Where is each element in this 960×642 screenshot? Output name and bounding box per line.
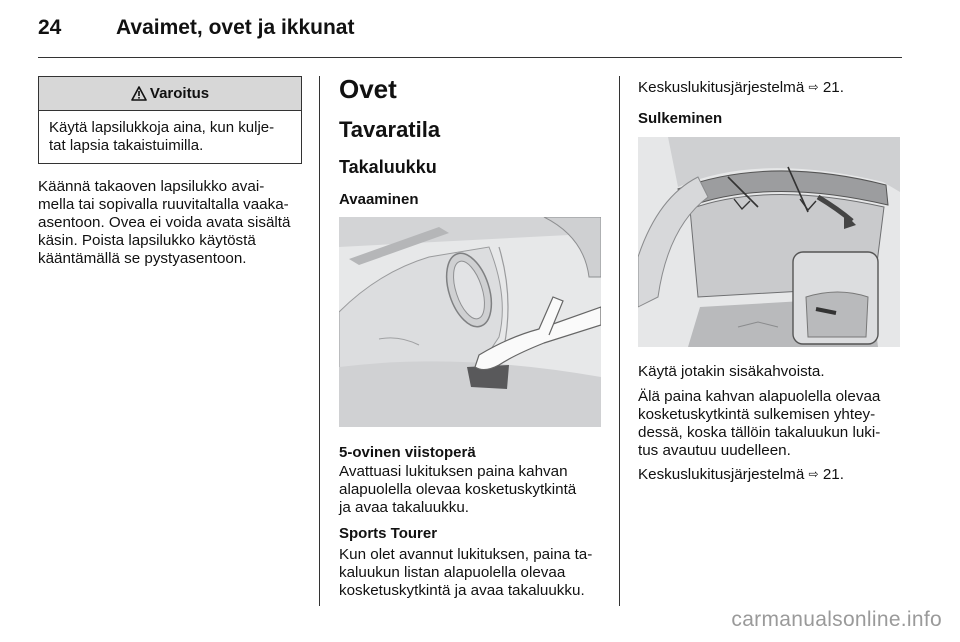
tailgate-opening-illustration <box>339 217 601 427</box>
xref-arrow-icon: ⇨ <box>808 80 819 94</box>
paragraph-line: kosketuskytkintä ja avaa takaluukku. <box>339 582 585 599</box>
paragraph-line: alapuolella olevaa kosketuskytkintä <box>339 481 577 498</box>
closing-warning-paragraph <box>638 388 913 460</box>
figure-tailgate-opening <box>339 217 601 427</box>
paragraph-line: asentoon. Ovea ei voida avata sisältä <box>38 214 291 231</box>
paragraph-line: ja avaa takaluukku. <box>339 499 470 516</box>
paragraph-line: kääntämällä se pystyasentoon. <box>38 250 247 267</box>
xref-central-locking-top <box>638 78 844 97</box>
xref-page: 21. <box>822 79 844 96</box>
heading-closing: Sulkeminen <box>638 110 723 127</box>
paragraph-line: tus avautuu uudelleen. <box>638 442 791 459</box>
heading-tailgate: Takaluukku <box>339 157 437 177</box>
xref-central-locking-bottom <box>638 465 844 484</box>
heading-doors: Ovet <box>339 74 397 104</box>
warning-line: tat lapsia takaistuimilla. <box>49 137 204 154</box>
column-divider-left <box>319 76 320 606</box>
paragraph-line: Älä paina kahvan alapuolella olevaa <box>638 388 881 405</box>
figure-tailgate-closing <box>638 137 900 347</box>
header-divider <box>38 57 902 58</box>
paragraph-line: Avattuasi lukituksen paina kahvan <box>339 463 568 480</box>
warning-title: Varoitus <box>149 85 210 102</box>
heading-luggage-compartment: Tavaratila <box>339 117 441 142</box>
warning-text <box>39 111 301 163</box>
closing-instruction: Käytä jotakin sisäkahvoista. <box>638 363 825 380</box>
xref-arrow-icon: ⇨ <box>808 467 819 481</box>
warning-icon <box>131 86 147 101</box>
page-number: 24 <box>38 16 62 39</box>
warning-header <box>39 77 301 111</box>
watermark: carmanualsonline.info <box>731 608 942 631</box>
sports-tourer-paragraph <box>339 546 614 600</box>
paragraph-line: kosketuskytkintä sulkemisen yhtey- <box>638 406 876 423</box>
child-lock-paragraph <box>38 178 313 268</box>
hatchback-paragraph <box>339 463 614 517</box>
warning-box <box>38 76 302 164</box>
paragraph-line: Kun olet avannut lukituksen, paina ta- <box>339 546 593 563</box>
tailgate-closing-illustration <box>638 137 900 347</box>
heading-sports-tourer: Sports Tourer <box>339 525 438 542</box>
xref-label: Keskuslukitusjärjestelmä <box>638 79 805 96</box>
paragraph-line: mella tai sopivalla ruuvitaltalla vaaka- <box>38 196 289 213</box>
page-title: Avaimet, ovet ja ikkunat <box>116 16 355 39</box>
column-divider-right <box>619 76 620 606</box>
paragraph-line: Käännä takaoven lapsilukko avai- <box>38 178 265 195</box>
warning-line: Käytä lapsilukkoja aina, kun kulje- <box>49 119 275 136</box>
xref-label: Keskuslukitusjärjestelmä <box>638 466 805 483</box>
heading-opening: Avaaminen <box>339 191 419 208</box>
paragraph-line: kaluukun listan alapuolella olevaa <box>339 564 566 581</box>
paragraph-line: dessä, koska tällöin takaluukun luki- <box>638 424 881 441</box>
xref-page: 21. <box>822 466 844 483</box>
paragraph-line: käsin. Poista lapsilukko käytöstä <box>38 232 256 249</box>
heading-hatchback: 5-ovinen viistoperä <box>339 444 476 461</box>
